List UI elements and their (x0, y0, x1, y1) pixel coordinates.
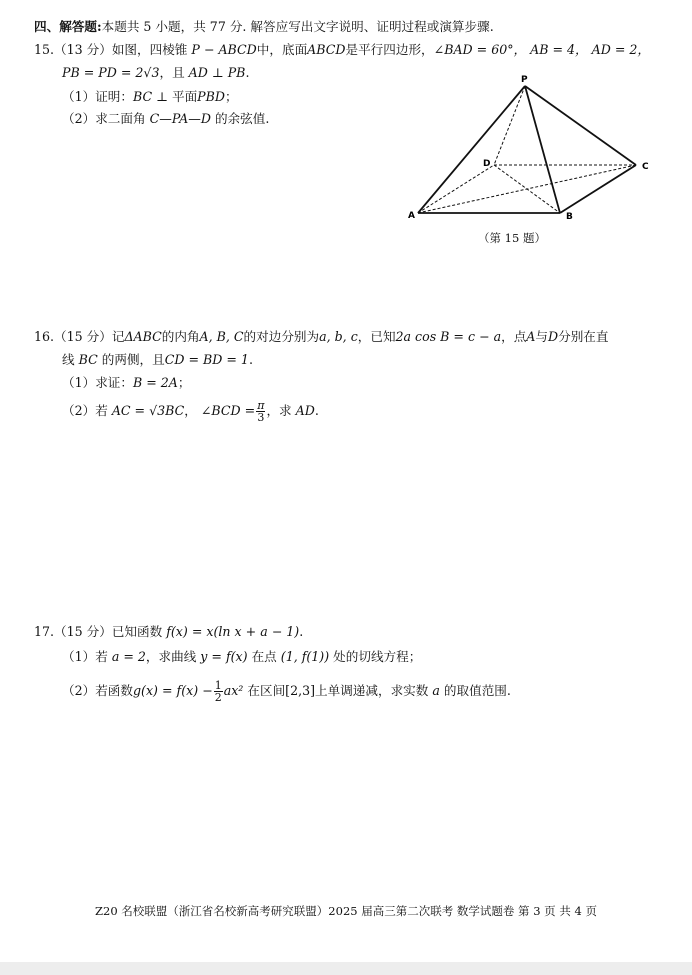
q16-line2 (62, 352, 253, 368)
q16-part1 (62, 375, 191, 391)
q16-p1-expr: B = 2A (132, 375, 178, 390)
label-b: B (566, 212, 573, 222)
q17-p2-fraction (214, 680, 223, 703)
q17-part1 (62, 649, 421, 665)
q16-t3: ，已知 (357, 329, 396, 344)
q17-p2-t2: 上单调递减，求实数 (315, 683, 429, 698)
q17-p2-label: （2）若函数 (62, 683, 133, 698)
q15-ad: AD = 2， (591, 42, 651, 57)
edge-pb (525, 86, 560, 213)
q17-p2-g: g(x) = f(x) − (132, 683, 213, 698)
q17-p2-num: 1 (214, 679, 222, 692)
q16-p2-ad: AD (295, 403, 315, 418)
pyramid-figure (404, 72, 664, 232)
q15-expr1: P − ABCD (191, 42, 257, 57)
q15-p1-bc: BC ⊥ (132, 89, 168, 104)
page-footer: Z20 名校联盟（浙江省名校新高考研究联盟）2025 届高三第二次联考 数学试题卷 第 3 页 共 4 页 (95, 904, 597, 918)
label-a: A (408, 211, 415, 221)
q15-p1-label: （1）证明： (62, 89, 133, 104)
q17-p2-end: 的取值范围. (443, 683, 511, 698)
q17-p2-ax2: ax² (223, 683, 244, 698)
section-instruction: 本题共 5 小题，共 77 分. 解答应写出文字说明、证明过程或演算步骤. (101, 19, 494, 34)
q17-p2-a: a (432, 683, 440, 698)
q16-line1 (34, 329, 608, 345)
q16-p2-label: （2）若 (62, 403, 108, 418)
q15-abcd: ABCD (307, 42, 346, 57)
bottom-bar (0, 962, 692, 975)
q15-pbpd: PB = PD = 2√3 (62, 65, 160, 80)
q16-point-d: D (547, 329, 559, 344)
q17-part2 (62, 678, 511, 704)
q15-part1 (62, 89, 238, 105)
q16-p2-num: π (257, 399, 265, 412)
q15-p2-end: 的余弦值. (214, 111, 270, 126)
q15-part2 (62, 111, 269, 127)
q17-line1 (34, 624, 303, 640)
q15-p1-end: ； (225, 89, 238, 104)
label-d: D (483, 159, 491, 169)
q16-l2-cdbd: CD = BD = 1 (164, 352, 249, 367)
q16-sides: a, b, c (319, 329, 358, 344)
q16-p2-den: 3 (257, 411, 265, 424)
edge-pa (418, 86, 525, 213)
q15-ab: AB = 4， (530, 42, 588, 57)
q16-point-a: A (526, 329, 536, 344)
edge-bc (560, 165, 636, 213)
q16-head: 16.（15 分）记 (34, 329, 125, 344)
q17-p1-curve: y = f(x) (200, 649, 248, 664)
q15-p1-pbd: PBD (197, 89, 225, 104)
q17-p2-t1: 在区间 (247, 683, 286, 698)
q17-function: f(x) = x(ln x + a − 1) (166, 624, 300, 639)
q16-t4: ，点 (501, 329, 527, 344)
q15-t2: 是平行四边形， (345, 42, 434, 57)
q16-t5: 与 (535, 329, 548, 344)
q15-and: ，且 (159, 65, 185, 80)
diag-bd (494, 165, 560, 213)
q17-p2-den: 2 (214, 691, 222, 704)
q17-head: 17.（15 分）已知函数 (34, 624, 163, 639)
q15-p2-label: （2）求二面角 (62, 111, 146, 126)
edge-pc (525, 86, 636, 165)
q16-p2-t1: ， (184, 403, 197, 418)
q15-p1-plane: 平面 (171, 89, 198, 104)
q17-p1-end: 处的切线方程； (333, 649, 422, 664)
q16-l2-t1: 线 (62, 352, 75, 367)
q16-angles: A, B, C (199, 329, 244, 344)
section-heading: 四、解答题: (34, 19, 102, 34)
q16-p2-t2: ，求 (266, 403, 292, 418)
q15-line2 (62, 65, 249, 81)
q17-end: . (299, 624, 304, 639)
q16-part2 (62, 398, 319, 424)
q15-adpb: AD ⊥ PB (188, 65, 246, 80)
section-heading-line (34, 19, 494, 35)
figure-caption: （第 15 题） (478, 231, 546, 245)
q15-t1: 中，底面 (256, 42, 308, 57)
q16-l2-end: . (248, 352, 253, 367)
q17-p1-t1: ，求曲线 (145, 649, 197, 664)
q16-l2-t2: 的两侧，且 (101, 352, 165, 367)
q16-p2-angle: ∠BCD = (200, 403, 256, 418)
q16-t6: 分别在直 (558, 329, 609, 344)
q15-line1 (34, 42, 650, 58)
q17-p1-a: a = 2 (111, 649, 146, 664)
edge-ad (418, 165, 494, 213)
q16-p2-fraction (256, 400, 265, 423)
q17-p1-point: (1, f(1)) (280, 649, 330, 664)
q16-triangle: ΔABC (124, 329, 162, 344)
q16-condition: 2a cos B = c − a (395, 329, 502, 344)
q17-p2-interval: [2,3] (285, 683, 316, 698)
q17-p1-label: （1）若 (62, 649, 108, 664)
q15-p2-cpad: C—PA—D (149, 111, 211, 126)
edge-pd (494, 86, 525, 165)
q17-p1-t2: 在点 (251, 649, 277, 664)
q16-t1: 的内角 (161, 329, 200, 344)
q15-period: . (245, 65, 250, 80)
label-p: P (521, 75, 528, 85)
q16-l2-bc: BC (78, 352, 98, 367)
q15-angle: ∠BAD = 60°， (433, 42, 527, 57)
q16-p2-expr: AC = √3BC (111, 403, 185, 418)
q16-t2: 的对边分别为 (243, 329, 320, 344)
q16-p1-label: （1）求证： (62, 375, 133, 390)
q15-head: 15.（13 分）如图，四棱锥 (34, 42, 188, 57)
q16-p1-end: ； (177, 375, 191, 390)
q16-p2-end: . (314, 403, 319, 418)
label-c: C (642, 162, 649, 172)
